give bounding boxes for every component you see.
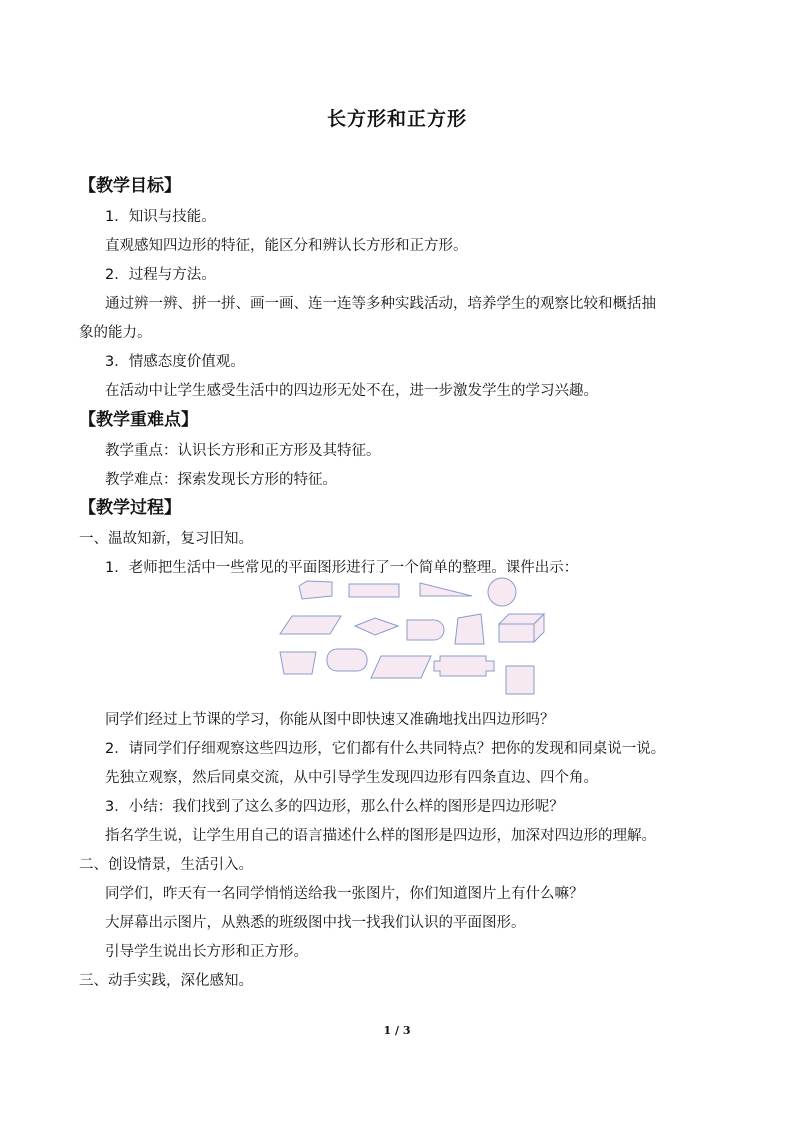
document-title: 长方形和正方形 — [326, 108, 467, 130]
cube-front-face — [499, 624, 534, 642]
rounded-rectangle-shape — [327, 649, 367, 671]
process-item: 大屏幕出示图片，从熟悉的班级图中找一找我们认识的平面图形。 — [105, 915, 526, 931]
objective-item: 象的能力。 — [79, 325, 152, 341]
objectives-heading: 【教学目标】 — [79, 176, 181, 196]
rectangle-shape — [349, 584, 399, 597]
process-item: 3．小结：我们找到了这么多的四边形，那么什么样的图形是四边形呢？ — [105, 799, 564, 815]
square-shape — [506, 666, 534, 694]
right-triangle-shape — [420, 583, 472, 596]
process-step-1: 一、温故知新，复习旧知。 — [79, 531, 253, 547]
irregular-quadrilateral-shape — [455, 614, 484, 644]
process-item: 引导学生说出长方形和正方形。 — [105, 944, 308, 960]
circle-shape — [488, 578, 516, 606]
page-number: 1 / 3 — [383, 1024, 411, 1037]
objective-item: 2．过程与方法。 — [105, 267, 216, 283]
objective-item: 3．情感态度价值观。 — [105, 354, 245, 370]
process-item: 1．老师把生活中一些常见的平面图形进行了一个简单的整理。课件出示： — [105, 560, 579, 576]
process-heading: 【教学过程】 — [79, 498, 181, 518]
key-points-heading: 【教学重难点】 — [79, 410, 198, 430]
objective-item: 1．知识与技能。 — [105, 209, 216, 225]
process-item: 同学们经过上节课的学习，你能从图中即快速又准确地找出四边形吗？ — [105, 712, 555, 728]
process-step-3: 三、动手实践，深化感知。 — [79, 973, 253, 989]
objective-item: 直观感知四边形的特征，能区分和辨认长方形和正方形。 — [105, 238, 468, 254]
objective-item: 通过辨一辨、拼一拼、画一画、连一连等多种实践活动，培养学生的观察比较和概括抽 — [105, 296, 656, 312]
process-step-2: 二、创设情景，生活引入。 — [79, 857, 253, 873]
process-item: 同学们，昨天有一名同学悄悄送给我一张图片，你们知道图片上有什么嘛？ — [105, 886, 584, 902]
key-point-item: 教学难点：探索发现长方形的特征。 — [105, 472, 337, 488]
rhombus-shape — [355, 618, 398, 635]
objective-item: 在活动中让学生感受生活中的四边形无处不在，进一步激发学生的学习兴趣。 — [105, 383, 598, 399]
process-item: 指名学生说，让学生用自己的语言描述什么样的图形是四边形，加深对四边形的理解。 — [105, 828, 656, 844]
plane-shapes-figure — [270, 574, 560, 702]
parallelogram-shape — [280, 616, 341, 634]
process-item: 先独立观察，然后同桌交流，从中引导学生发现四边形有四条直边、四个角。 — [105, 770, 598, 786]
cross-shape — [434, 656, 494, 676]
parallelogram-shape-2 — [371, 656, 431, 678]
process-item: 2．请同学们仔细观察这些四边形，它们都有什么共同特点？把你的发现和同桌说一说。 — [105, 741, 666, 757]
rounded-tab-shape — [407, 620, 444, 640]
trapezoid-shape — [280, 652, 316, 674]
pentagon-shape — [299, 581, 332, 599]
key-point-item: 教学重点：认识长方形和正方形及其特征。 — [105, 443, 381, 459]
